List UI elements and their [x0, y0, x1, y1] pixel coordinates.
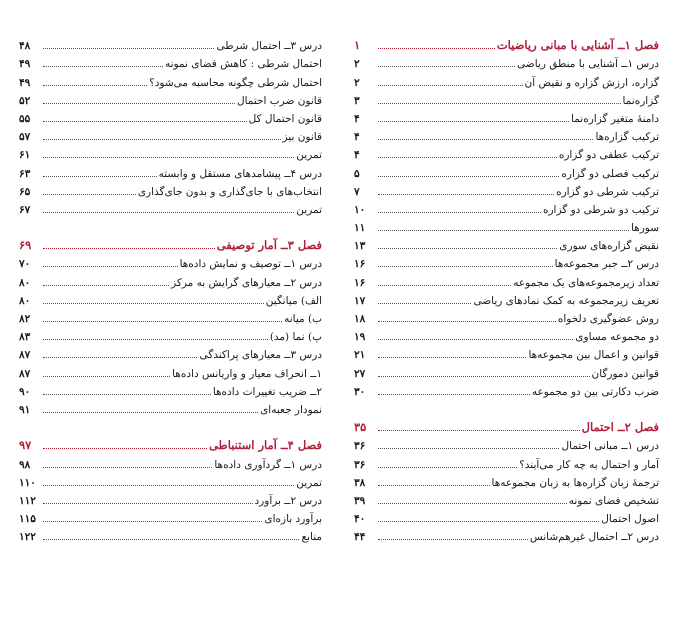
- toc-column-left: [19, 34, 322, 543]
- toc-entry[interactable]: [19, 70, 322, 88]
- dot-leader: [43, 284, 169, 286]
- toc-entry-label: گزاره‌نما: [622, 94, 659, 107]
- page-number: ۹۱: [19, 403, 31, 416]
- toc-entry-label: درس ۱ــ آشنایی با منطق ریاضی: [517, 58, 659, 71]
- toc-entry-label: درس ۳ــ احتمال شرطی: [216, 40, 322, 53]
- page-number: ۱۷: [354, 294, 366, 307]
- toc-entry[interactable]: [19, 180, 322, 198]
- dot-leader: [43, 156, 294, 158]
- section-gap: [354, 398, 659, 416]
- toc-column-right: [354, 34, 659, 543]
- dot-leader: [43, 320, 282, 322]
- toc-entry[interactable]: [354, 143, 659, 161]
- toc-entry-label: قانون ضرب احتمال: [236, 94, 322, 107]
- toc-entry-label: ترکیب گزاره‌ها: [595, 131, 659, 144]
- dot-leader: [378, 466, 517, 468]
- page-number: ۵۷: [19, 131, 31, 144]
- page-number: ۷: [354, 185, 360, 198]
- toc-entry[interactable]: [19, 471, 322, 489]
- toc-entry[interactable]: [354, 234, 659, 252]
- dot-leader: [378, 320, 556, 322]
- page-number: ۴۹: [19, 76, 31, 89]
- dot-leader: [378, 356, 526, 358]
- toc-entry[interactable]: [19, 307, 322, 325]
- dot-leader: [378, 193, 554, 195]
- page-number: ۸۳: [19, 331, 31, 344]
- dot-leader: [378, 84, 523, 86]
- toc-entry-label: ترجمهٔ زبان گزاره‌ها به زبان مجموعه‌ها: [491, 476, 659, 489]
- dot-leader: [43, 175, 157, 177]
- toc-entry[interactable]: [354, 52, 659, 70]
- toc-entry-label: درس ۳ــ معیارهای پراکندگی: [199, 349, 322, 362]
- toc-entry[interactable]: [354, 107, 659, 125]
- toc-entry-label: گزاره، ارزش گزاره و نقیض آن: [524, 76, 659, 89]
- page-number: ۴: [354, 112, 360, 125]
- page-number: ۴: [354, 149, 360, 162]
- page-number: ۵: [354, 167, 360, 180]
- dot-leader: [43, 538, 299, 540]
- dot-leader: [378, 538, 528, 540]
- toc-entry-label: تعداد زیرمجموعه‌های یک مجموعه: [513, 276, 659, 289]
- dot-leader: [378, 120, 569, 122]
- toc-entry[interactable]: [354, 216, 659, 234]
- chapter-heading[interactable]: [354, 34, 659, 52]
- toc-entry-label: نقیض گزاره‌های سوری: [559, 240, 659, 253]
- toc-entry[interactable]: [354, 289, 659, 307]
- dot-leader: [43, 47, 214, 49]
- toc-entry-label: دامنهٔ متغیر گزاره‌نما: [571, 112, 659, 125]
- toc-entry[interactable]: [19, 52, 322, 70]
- toc-entry[interactable]: [354, 89, 659, 107]
- page-number: ۴۹: [19, 58, 31, 71]
- dot-leader: [43, 102, 235, 104]
- toc-entry[interactable]: [354, 343, 659, 361]
- page-number: ۳۶: [354, 458, 366, 471]
- toc-entry-label: درس ۱ــ توصیف و نمایش داده‌ها: [179, 258, 322, 271]
- dot-leader: [43, 265, 178, 267]
- toc-entry[interactable]: [354, 325, 659, 343]
- page-number: ۳۰: [354, 385, 366, 398]
- toc-entry-label: روش عضوگیری دلخواه: [557, 313, 659, 325]
- page-number: ۳۸: [354, 476, 366, 489]
- toc-entry-label: سورها: [630, 222, 659, 235]
- dot-leader: [378, 175, 559, 177]
- toc-entry[interactable]: [354, 507, 659, 525]
- page-number: ۱۱۰: [19, 476, 36, 489]
- toc-entry-label: تمرین: [296, 476, 322, 489]
- dot-leader: [378, 156, 557, 158]
- page-number: ۴۴: [354, 531, 366, 544]
- page-number: ۸۷: [19, 349, 31, 362]
- dot-leader: [43, 356, 197, 358]
- page-number: ۶۱: [19, 149, 31, 162]
- toc-entry[interactable]: [19, 125, 322, 143]
- dot-leader: [43, 393, 211, 395]
- toc-entry-label: ترکیب عطفی دو گزاره: [558, 149, 659, 162]
- page-number: ۶۷: [19, 203, 31, 216]
- toc-entry[interactable]: [354, 380, 659, 398]
- page-number: ۸۲: [19, 313, 31, 325]
- toc-entry[interactable]: [19, 380, 322, 398]
- toc-entry[interactable]: [19, 325, 322, 343]
- page-number: ۵۲: [19, 94, 31, 107]
- toc-entry[interactable]: [19, 89, 322, 107]
- toc-entry-label: درس ۴ــ پیشامدهای مستقل و وابسته: [158, 167, 322, 180]
- page-number: ۱۱: [354, 222, 366, 235]
- toc-entry[interactable]: [19, 507, 322, 525]
- page-number: ۱۸: [354, 313, 366, 325]
- dot-leader: [43, 247, 215, 249]
- page-number: ۴۰: [354, 513, 366, 526]
- page-number: ۹۰: [19, 385, 31, 398]
- toc-entry-label: ۱ــ انحراف معیار و واریانس داده‌ها: [172, 367, 322, 380]
- dot-leader: [378, 138, 593, 140]
- toc-entry[interactable]: [354, 270, 659, 288]
- page-number: ۷۰: [19, 258, 31, 271]
- dot-leader: [378, 265, 553, 267]
- toc-entry-label: برآورد بازه‌ای: [264, 513, 322, 526]
- toc-entry[interactable]: [19, 34, 322, 52]
- dot-leader: [43, 484, 294, 486]
- toc-entry[interactable]: [19, 525, 322, 543]
- toc-entry-label: قانون احتمال کل: [248, 112, 322, 125]
- chapter-title: فصل ۲ــ احتمال: [581, 420, 659, 435]
- toc-entry-label: درس ۱ــ گردآوری داده‌ها: [214, 458, 322, 471]
- chapter-heading[interactable]: [19, 434, 322, 452]
- page-number: ۳۹: [354, 494, 366, 507]
- toc-entry-label: آمار و احتمال به چه کار می‌آیند؟: [519, 458, 659, 471]
- toc-entry[interactable]: [354, 198, 659, 216]
- toc-entry[interactable]: [19, 143, 322, 161]
- page-number: ۸۰: [19, 294, 31, 307]
- dot-leader: [43, 120, 247, 122]
- dot-leader: [378, 229, 629, 231]
- dot-leader: [43, 302, 264, 304]
- toc-entry-label: احتمال شرطی چگونه محاسبه می‌شود؟: [149, 76, 322, 89]
- dot-leader: [43, 65, 163, 67]
- dot-leader: [378, 447, 559, 449]
- page-number: ۸۷: [19, 367, 31, 380]
- toc-entry-label: انتخاب‌های با جای‌گذاری و بدون جای‌گذاری: [137, 185, 322, 198]
- dot-leader: [378, 65, 515, 67]
- toc-entry[interactable]: [354, 161, 659, 179]
- toc-entry-label: منابع: [301, 531, 322, 544]
- toc-entry[interactable]: [19, 252, 322, 270]
- toc-entry[interactable]: [19, 198, 322, 216]
- page-number: ۲: [354, 58, 360, 71]
- chapter-title: فصل ۱ــ آشنایی با مبانی ریاضیات: [496, 38, 659, 53]
- toc-entry-label: ۲ــ ضریب تغییرات داده‌ها: [212, 385, 322, 398]
- toc-entry-label: ضرب دکارتی بین دو مجموعه: [531, 385, 659, 398]
- toc-entry[interactable]: [19, 361, 322, 379]
- page-number: ۱۰: [354, 203, 366, 216]
- dot-leader: [43, 411, 258, 413]
- toc-entry-label: نمودار جعبه‌ای: [260, 403, 322, 416]
- dot-leader: [43, 193, 136, 195]
- page-number: ۶۹: [19, 238, 32, 253]
- toc-entry-label: الف) میانگین: [265, 294, 322, 307]
- page-number: ۴: [354, 131, 360, 144]
- toc-entry-label: درس ۱ــ مبانی احتمال: [561, 440, 659, 453]
- toc-entry-label: ترکیب شرطی دو گزاره: [556, 185, 659, 198]
- page-number: ۳: [354, 94, 360, 107]
- toc-entry[interactable]: [354, 252, 659, 270]
- toc-entry-label: تمرین: [296, 203, 322, 216]
- page-number: ۱: [354, 38, 361, 53]
- page-number: ۱۶: [354, 258, 366, 271]
- toc-entry[interactable]: [354, 361, 659, 379]
- toc-entry-label: تشخیص فضای نمونه: [568, 494, 659, 507]
- toc-entry-label: پ) نما (مد): [269, 331, 322, 344]
- toc-entry[interactable]: [354, 434, 659, 452]
- dot-leader: [378, 375, 590, 377]
- toc-entry[interactable]: [19, 343, 322, 361]
- toc-entry[interactable]: [354, 180, 659, 198]
- page-number: ۹۸: [19, 458, 31, 471]
- toc-entry-label: ترکیب دو شرطی دو گزاره: [542, 203, 659, 216]
- toc-entry-label: تمرین: [296, 149, 322, 162]
- toc-entry-label: درس ۲ــ معیارهای گرایش به مرکز: [171, 276, 322, 289]
- chapter-heading[interactable]: [354, 416, 659, 434]
- toc-entry[interactable]: [19, 161, 322, 179]
- page-number: ۴۸: [19, 40, 31, 53]
- toc-entry-label: قانون بیز: [282, 131, 322, 144]
- page-number: ۳۵: [354, 420, 367, 435]
- dot-leader: [43, 338, 268, 340]
- dot-leader: [378, 302, 471, 304]
- chapter-title: فصل ۳ــ آمار توصیفی: [216, 238, 322, 253]
- chapter-title: فصل ۴ــ آمار استنباطی: [208, 438, 322, 453]
- toc-entry[interactable]: [19, 107, 322, 125]
- chapter-heading[interactable]: [19, 234, 322, 252]
- toc-entry[interactable]: [354, 471, 659, 489]
- dot-leader: [378, 520, 599, 522]
- dot-leader: [378, 338, 573, 340]
- dot-leader: [378, 393, 530, 395]
- dot-leader: [378, 484, 490, 486]
- page-number: ۱۶: [354, 276, 366, 289]
- toc-entry[interactable]: [19, 452, 322, 470]
- dot-leader: [378, 211, 541, 213]
- page-number: ۲۱: [354, 349, 366, 362]
- page-number: ۶۵: [19, 185, 31, 198]
- page-number: ۳۶: [354, 440, 366, 453]
- toc-entry-label: قوانین و اعمال بین مجموعه‌ها: [528, 349, 659, 362]
- dot-leader: [378, 102, 621, 104]
- page-number: ۵۵: [19, 112, 31, 125]
- dot-leader: [43, 84, 147, 86]
- toc-entry[interactable]: [354, 70, 659, 88]
- page-number: ۲۷: [354, 367, 366, 380]
- toc-entry-label: اصول احتمال: [601, 513, 659, 526]
- page-number: ۱۲۲: [19, 531, 36, 544]
- dot-leader: [43, 447, 207, 449]
- page-number: ۲: [354, 76, 360, 89]
- dot-leader: [43, 375, 170, 377]
- page-number: ۸۰: [19, 276, 31, 289]
- dot-leader: [43, 466, 212, 468]
- page-number: ۱۱۵: [19, 513, 36, 526]
- toc-entry-label: احتمال شرطی : کاهش فضای نمونه: [164, 58, 322, 71]
- dot-leader: [378, 47, 495, 49]
- dot-leader: [43, 520, 262, 522]
- page-number: ۹۷: [19, 438, 32, 453]
- page-number: ۶۳: [19, 167, 31, 180]
- toc-entry[interactable]: [19, 489, 322, 507]
- toc-entry-label: درس ۲ــ برآورد: [254, 494, 322, 507]
- toc-entry-label: تعریف زیرمجموعه به کمک نمادهای ریاضی: [473, 294, 659, 307]
- page-number: ۱۳: [354, 240, 366, 253]
- toc-entry[interactable]: [354, 307, 659, 325]
- dot-leader: [378, 284, 511, 286]
- toc-entry[interactable]: [354, 489, 659, 507]
- toc-entry-label: ترکیب فصلی دو گزاره: [561, 167, 659, 180]
- section-gap: [19, 216, 322, 234]
- dot-leader: [43, 138, 281, 140]
- dot-leader: [378, 247, 557, 249]
- page-number: ۱۱۲: [19, 494, 36, 507]
- toc-entry[interactable]: [19, 398, 322, 416]
- dot-leader: [43, 211, 294, 213]
- toc-entry[interactable]: [19, 270, 322, 288]
- toc-entry[interactable]: [19, 289, 322, 307]
- toc-entry-label: درس ۲ــ جبر مجموعه‌ها: [554, 258, 659, 271]
- toc-entry[interactable]: [354, 125, 659, 143]
- toc-entry-label: قوانین دمورگان: [591, 367, 659, 380]
- toc-entry[interactable]: [354, 452, 659, 470]
- section-gap: [19, 416, 322, 434]
- toc-entry-label: درس ۲ــ احتمال غیرهم‌شانس: [529, 531, 659, 544]
- dot-leader: [43, 502, 253, 504]
- toc-entry-label: ب) میانه: [284, 313, 322, 325]
- dot-leader: [378, 429, 580, 431]
- toc-entry[interactable]: [354, 525, 659, 543]
- dot-leader: [378, 502, 567, 504]
- toc-entry-label: دو مجموعه مساوی: [575, 331, 659, 344]
- page-number: ۱۹: [354, 331, 366, 344]
